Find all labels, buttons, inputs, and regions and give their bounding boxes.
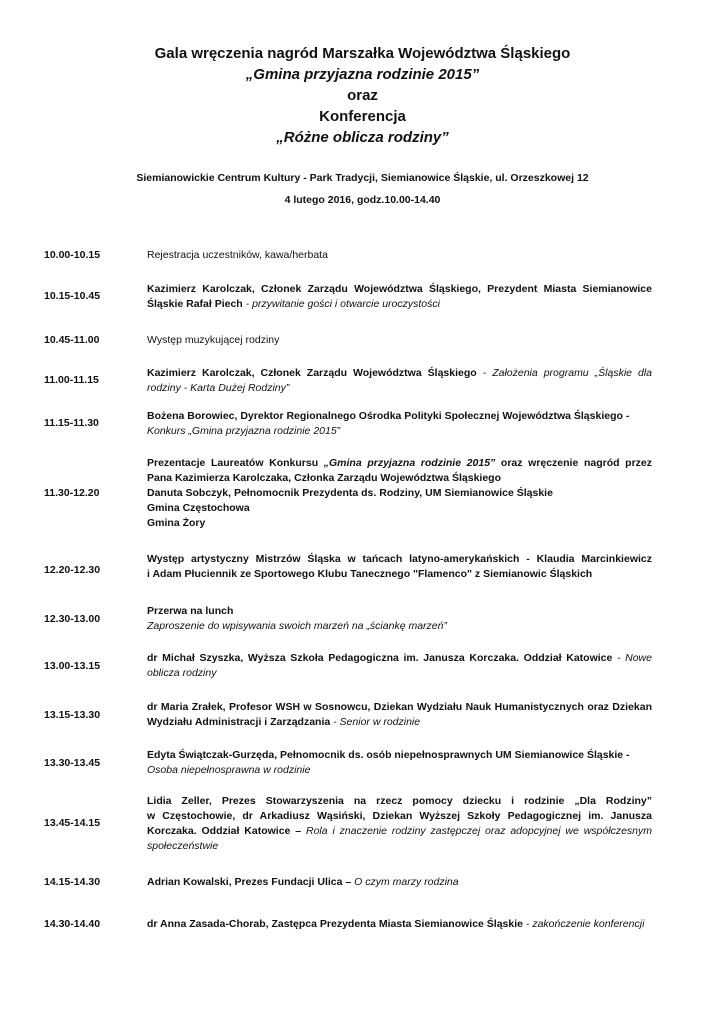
agenda-text: i Adam Płuciennik ze Sportowego Klubu Tanecznego "Flamenco" z Siemianowic Śląskich	[147, 568, 593, 580]
agenda-description	[147, 456, 652, 531]
agenda-time: 13.15-13.30	[44, 709, 101, 721]
agenda-text: Prezentacje Laureatów Konkursu	[147, 457, 324, 469]
speaker-text: dr Maria Zrałek, Profesor WSH w Sosnowcu, Dziekan Wydziału Nauk Humanistycznych oraz Dziekan	[147, 701, 652, 713]
speaker-text: dr Michał Szyszka, Wyższa Szkoła Pedagogiczna im. Janusza Korczaka. Oddział Katowice	[147, 652, 613, 664]
topic-text: - Założenia programu „Śląskie dla	[476, 367, 652, 379]
topic-text: Osoba niepełnosprawna w rodzinie	[147, 764, 311, 776]
agenda-description	[147, 552, 652, 582]
award-name-inline: „Gmina przyjazna rodzinie 2015”	[323, 457, 496, 469]
award-name: „Gmina przyjazna rodzinie 2015”	[245, 66, 480, 83]
agenda-time: 12.20-12.30	[44, 564, 101, 576]
agenda-time: 14.15-14.30	[44, 876, 101, 888]
agenda-text: Rejestracja uczestników, kawa/herbata	[147, 249, 328, 261]
agenda-description	[147, 409, 652, 439]
agenda-description	[147, 875, 652, 890]
agenda-description	[147, 248, 652, 263]
agenda-time: 11.00-11.15	[44, 374, 99, 386]
speaker-text: Edyta Świątczak-Gurzęda, Pełnomocnik ds. osób niepełnosprawnych UM Siemianowice Śląskie -	[147, 749, 630, 761]
agenda-description	[147, 282, 652, 312]
agenda-description	[147, 366, 652, 396]
speaker-text: Kazimierz Karolczak, Członek Zarządu Województwa Śląskiego	[147, 367, 477, 379]
topic-text: społeczeństwie	[147, 840, 219, 852]
agenda-time: 13.00-13.15	[44, 660, 101, 672]
date-text: 4 lutego 2016, godz.10.00-14.40	[284, 194, 441, 206]
speaker-text: Lidia Zeller, Prezes Stowarzyszenia na rzecz pomocy dziecku i rodzinie „Dla Rodziny”	[147, 795, 652, 807]
topic-text: rodziny - Karta Dużej Rodziny”	[147, 382, 290, 394]
speaker-text: Pana Kazimierza Karolczaka, Członka Zarządu Województwa Śląskiego	[147, 472, 502, 484]
venue-text: Siemianowickie Centrum Kultury - Park Tradycji, Siemianowice Śląskie, ul. Orzeszkowej 12	[136, 172, 589, 184]
speaker-text: Bożena Borowiec, Dyrektor Regionalnego Ośrodka Polityki Społecznej Województwa Śląskiego -	[147, 410, 630, 422]
speaker-text: Kazimierz Karolczak, Członek Zarządu Województwa Śląskiego, Prezydent Miasta Siemianowice	[147, 283, 652, 295]
agenda-description	[147, 917, 652, 932]
agenda-time: 12.30-13.00	[44, 613, 101, 625]
speaker-text: dr Anna Zasada-Chorab, Zastępca Prezydenta Miasta Siemianowice Śląskie	[147, 918, 523, 930]
conference-title: „Różne oblicza rodziny”	[276, 129, 449, 146]
agenda-time: 10.15-10.45	[44, 290, 101, 302]
agenda-description	[147, 651, 652, 681]
speaker-text: Korczaka. Oddział Katowice –	[147, 825, 302, 837]
agenda-description	[147, 700, 652, 730]
agenda-time: 11.30-12.20	[44, 487, 100, 499]
agenda-text: Przerwa na lunch	[147, 605, 234, 617]
agenda-time: 10.00-10.15	[44, 249, 101, 261]
topic-text: - przywitanie gości i otwarcie uroczystości	[242, 298, 440, 310]
agenda-time: 13.45-14.15	[44, 817, 101, 829]
topic-text: Rola i znaczenie rodziny zastępczej oraz adopcyjnej we współczesnym	[301, 825, 652, 837]
topic-text: - Senior w rodzinie	[330, 716, 421, 728]
topic-text: oblicza rodziny	[147, 667, 217, 679]
topic-text: - Nowe	[612, 652, 652, 664]
agenda-description	[147, 794, 652, 854]
topic-text: O czym marzy rodzina	[351, 876, 459, 888]
laureate-text: Gmina Częstochowa	[147, 502, 250, 514]
topic-text: Konkurs „Gmina przyjazna rodzinie 2015”	[147, 425, 341, 437]
laureate-text: Gmina Żory	[147, 517, 206, 529]
speaker-text: Adrian Kowalski, Prezes Fundacji Ulica –	[147, 876, 352, 888]
agenda-text: oraz wręczenie nagród przez	[495, 457, 652, 469]
agenda-time: 14.30-14.40	[44, 918, 101, 930]
agenda-description	[147, 333, 652, 348]
agenda-description	[147, 748, 652, 778]
agenda-text: Występ artystyczny Mistrzów Śląska w tańcach latyno-amerykańskich - Klaudia Marcinkiewicz	[147, 553, 652, 565]
topic-text: - zakończenie konferencji	[523, 918, 645, 930]
speaker-text: Danuta Sobczyk, Pełnomocnik Prezydenta ds. Rodziny, UM Siemianowice Śląskie	[147, 487, 553, 499]
agenda-description	[147, 604, 652, 634]
agenda-time: 11.15-11.30	[44, 417, 99, 429]
agenda-text: Występ muzykującej rodziny	[147, 334, 280, 346]
conjunction-text: oraz	[347, 87, 378, 104]
conference-label: Konferencja	[319, 108, 406, 125]
speaker-text: Wydziału Administracji i Zarządzania	[147, 716, 331, 728]
event-title: Gala wręczenia nagród Marszałka Województwa Śląskiego	[154, 45, 571, 62]
agenda-time: 10.45-11.00	[44, 334, 100, 346]
topic-text: Zaproszenie do wpisywania swoich marzeń na „ściankę marzeń”	[147, 620, 447, 632]
speaker-text: Śląskie Rafał Piech	[147, 298, 243, 310]
agenda-time: 13.30-13.45	[44, 757, 101, 769]
speaker-text: w Częstochowie, dr Arkadiusz Wąsiński, Dziekan Wyższej Szkoły Pedagogicznej im. Janusza	[147, 810, 652, 822]
